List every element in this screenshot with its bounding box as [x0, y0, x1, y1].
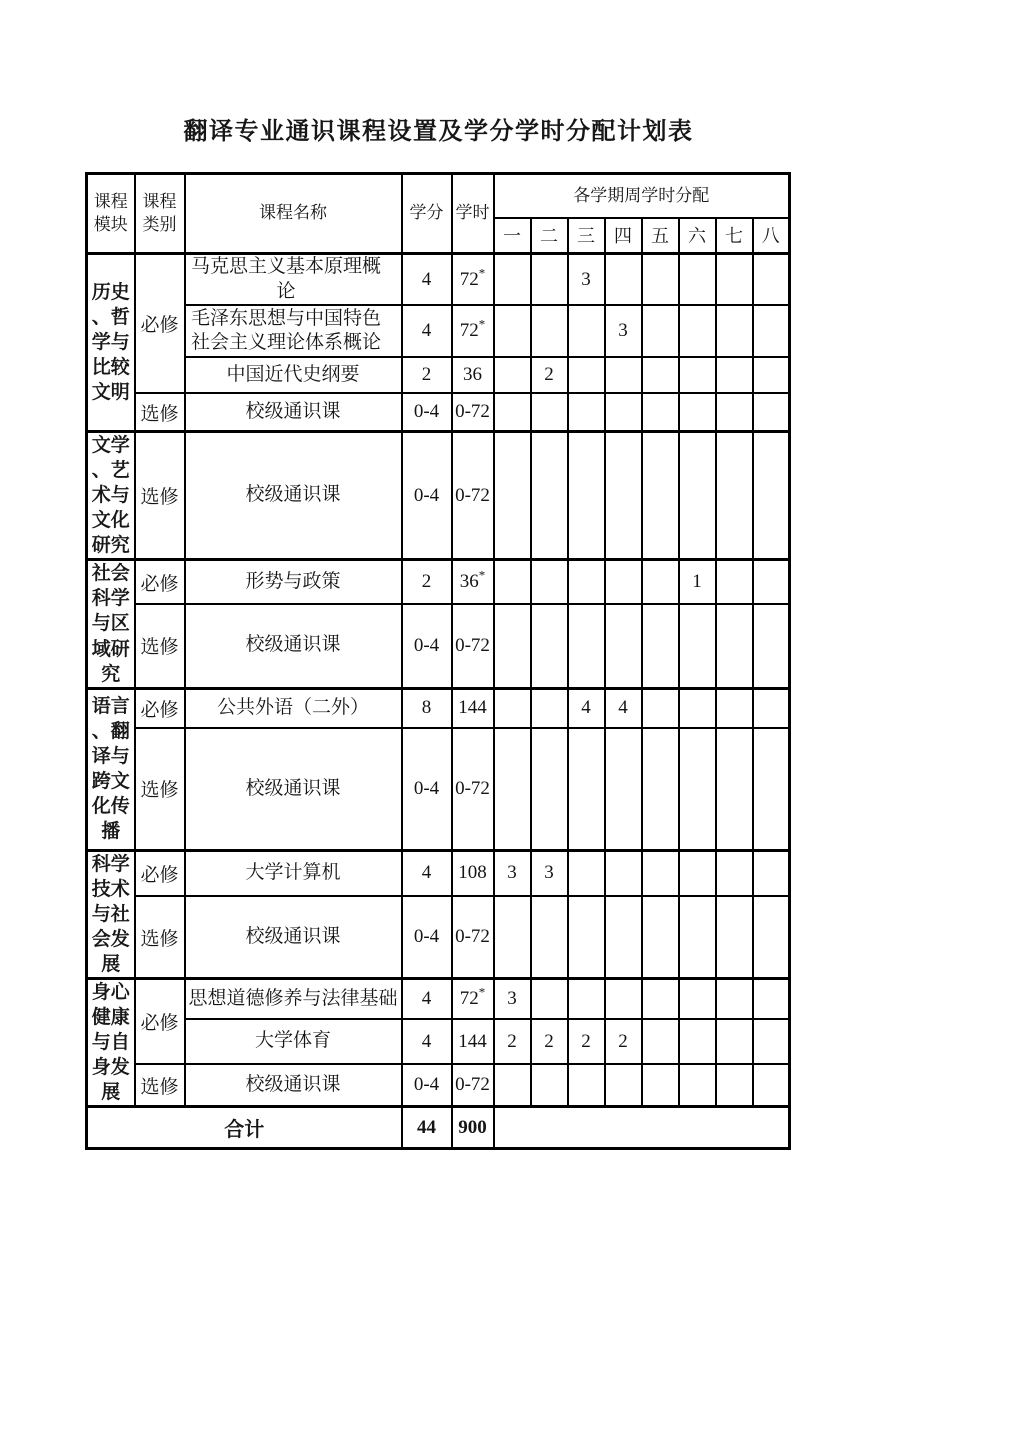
weekly-hours-cell [716, 305, 753, 357]
weekly-hours-cell [605, 896, 642, 978]
course-plan-table [85, 172, 791, 1150]
weekly-hours-cell [679, 1019, 716, 1064]
header-semester-1: 一 [494, 218, 531, 254]
course-name-cell: 大学体育 [185, 1019, 402, 1064]
weekly-hours-cell: 3 [494, 850, 531, 896]
category-cell: 必修 [135, 979, 185, 1065]
weekly-hours-cell [531, 896, 568, 978]
weekly-hours-cell [605, 560, 642, 604]
category-cell: 选修 [135, 393, 185, 431]
weekly-hours-cell [642, 728, 679, 850]
weekly-hours-cell [605, 1064, 642, 1107]
weekly-hours-cell [642, 431, 679, 559]
weekly-hours-cell [753, 1064, 790, 1107]
header-course-name: 课程名称 [185, 174, 402, 254]
hours-value: 72 [459, 320, 479, 342]
course-name-cell: 形势与政策 [185, 560, 402, 604]
weekly-hours-cell [605, 357, 642, 393]
course-name-cell: 校级通识课 [185, 896, 402, 978]
course-name-cell: 思想道德修养与法律基础 [185, 979, 402, 1020]
weekly-hours-cell [679, 896, 716, 978]
weekly-hours-cell [568, 393, 605, 431]
weekly-hours-cell [753, 1019, 790, 1064]
hours-cell [452, 560, 494, 604]
weekly-hours-cell: 3 [531, 850, 568, 896]
hours-value: 36 [459, 571, 479, 593]
credits-cell: 0-4 [402, 896, 452, 978]
module-cell: 社会科学与区域研究 [87, 560, 135, 688]
weekly-hours-cell [642, 896, 679, 978]
course-name-cell: 校级通识课 [185, 431, 402, 559]
table-row [87, 604, 790, 688]
weekly-hours-cell [531, 1064, 568, 1107]
weekly-hours-cell [642, 688, 679, 728]
category-cell: 选修 [135, 728, 185, 850]
weekly-hours-cell [753, 431, 790, 559]
weekly-hours-cell: 3 [494, 979, 531, 1020]
hours-cell [452, 850, 494, 896]
hours-cell [452, 254, 494, 306]
weekly-hours-cell [753, 850, 790, 896]
weekly-hours-cell [753, 254, 790, 306]
hours-asterisk: * [478, 317, 486, 333]
header-semester-4: 四 [605, 218, 642, 254]
weekly-hours-cell [531, 688, 568, 728]
course-name-cell: 校级通识课 [185, 1064, 402, 1107]
table-row [87, 560, 790, 604]
hours-value: 72 [459, 268, 479, 290]
weekly-hours-cell [716, 1019, 753, 1064]
credits-cell: 0-4 [402, 1064, 452, 1107]
header-semester-6: 六 [679, 218, 716, 254]
hours-cell [452, 728, 494, 850]
weekly-hours-cell [642, 850, 679, 896]
weekly-hours-cell [494, 393, 531, 431]
weekly-hours-cell [642, 979, 679, 1020]
header-row-1 [87, 174, 790, 218]
weekly-hours-cell [605, 254, 642, 306]
weekly-hours-cell [494, 431, 531, 559]
weekly-hours-cell [716, 728, 753, 850]
header-semester-5: 五 [642, 218, 679, 254]
weekly-hours-cell [494, 357, 531, 393]
weekly-hours-cell [753, 357, 790, 393]
hours-value: 108 [458, 862, 487, 884]
weekly-hours-cell [716, 357, 753, 393]
table-row [87, 688, 790, 728]
hours-value: 144 [458, 697, 487, 719]
category-cell: 选修 [135, 1064, 185, 1107]
weekly-hours-cell [568, 431, 605, 559]
course-name-cell: 毛泽东思想与中国特色社会主义理论体系概论 [185, 305, 402, 357]
header-module: 课程模块 [87, 174, 135, 254]
header-category: 课程类别 [135, 174, 185, 254]
weekly-hours-cell [679, 604, 716, 688]
course-name-cell: 校级通识课 [185, 728, 402, 850]
weekly-hours-cell [568, 357, 605, 393]
hours-cell [452, 357, 494, 393]
weekly-hours-cell [568, 1064, 605, 1107]
hours-value: 0-72 [455, 926, 490, 948]
weekly-hours-cell [494, 896, 531, 978]
weekly-hours-cell [679, 393, 716, 431]
weekly-hours-cell: 2 [568, 1019, 605, 1064]
weekly-hours-cell [753, 393, 790, 431]
weekly-hours-cell [494, 728, 531, 850]
weekly-hours-cell [642, 1064, 679, 1107]
weekly-hours-cell [642, 393, 679, 431]
weekly-hours-cell [568, 560, 605, 604]
weekly-hours-cell [679, 850, 716, 896]
weekly-hours-cell [494, 604, 531, 688]
weekly-hours-cell [716, 560, 753, 604]
table-row [87, 357, 790, 393]
total-credits-cell: 44 [402, 1107, 452, 1149]
course-name-cell: 校级通识课 [185, 604, 402, 688]
weekly-hours-cell [605, 850, 642, 896]
weekly-hours-cell [679, 688, 716, 728]
weekly-hours-cell [568, 604, 605, 688]
module-cell: 身心健康与自身发展 [87, 979, 135, 1107]
weekly-hours-cell [531, 393, 568, 431]
weekly-hours-cell [605, 728, 642, 850]
header-hours: 学时 [452, 174, 494, 254]
weekly-hours-cell [605, 431, 642, 559]
total-label-cell: 合计 [87, 1107, 402, 1149]
module-cell: 历史、哲学与比较文明 [87, 254, 135, 432]
hours-cell [452, 1019, 494, 1064]
weekly-hours-cell [753, 728, 790, 850]
header-semester-group: 各学期周学时分配 [494, 174, 790, 218]
category-cell: 选修 [135, 431, 185, 559]
module-cell: 语言、翻译与跨文化传播 [87, 688, 135, 850]
credits-cell: 4 [402, 254, 452, 306]
weekly-hours-cell [494, 305, 531, 357]
credits-cell: 0-4 [402, 431, 452, 559]
weekly-hours-cell [716, 254, 753, 306]
weekly-hours-cell [679, 1064, 716, 1107]
weekly-hours-cell [716, 979, 753, 1020]
weekly-hours-cell: 1 [679, 560, 716, 604]
module-cell: 文学、艺术与文化研究 [87, 431, 135, 559]
hours-asterisk: * [478, 265, 486, 281]
weekly-hours-cell [753, 979, 790, 1020]
credits-cell: 4 [402, 850, 452, 896]
weekly-hours-cell [642, 1019, 679, 1064]
weekly-hours-cell: 3 [568, 254, 605, 306]
category-cell: 必修 [135, 560, 185, 604]
weekly-hours-cell [531, 979, 568, 1020]
hours-cell [452, 979, 494, 1020]
weekly-hours-cell [716, 393, 753, 431]
weekly-hours-cell [642, 305, 679, 357]
course-name-cell: 校级通识课 [185, 393, 402, 431]
course-name-cell: 中国近代史纲要 [185, 357, 402, 393]
weekly-hours-cell: 2 [605, 1019, 642, 1064]
weekly-hours-cell [568, 979, 605, 1020]
weekly-hours-cell: 2 [531, 1019, 568, 1064]
weekly-hours-cell [642, 560, 679, 604]
hours-asterisk: * [478, 984, 486, 1000]
hours-cell [452, 1064, 494, 1107]
hours-cell [452, 896, 494, 978]
weekly-hours-cell [716, 1064, 753, 1107]
hours-value: 0-72 [455, 634, 490, 656]
table-row [87, 1019, 790, 1064]
document-sheet [85, 118, 792, 1150]
hours-value: 0-72 [455, 777, 490, 799]
credits-cell: 2 [402, 560, 452, 604]
credits-cell: 0-4 [402, 393, 452, 431]
table-row [87, 1064, 790, 1107]
header-semester-2: 二 [531, 218, 568, 254]
credits-cell: 0-4 [402, 728, 452, 850]
weekly-hours-cell [494, 1064, 531, 1107]
weekly-hours-cell [716, 896, 753, 978]
credits-cell: 4 [402, 1019, 452, 1064]
weekly-hours-cell [494, 688, 531, 728]
header-semester-7: 七 [716, 218, 753, 254]
table-row [87, 393, 790, 431]
course-name-cell: 马克思主义基本原理概论 [185, 254, 402, 306]
weekly-hours-cell [753, 688, 790, 728]
weekly-hours-cell [605, 979, 642, 1020]
hours-cell [452, 604, 494, 688]
weekly-hours-cell [642, 604, 679, 688]
hours-cell [452, 431, 494, 559]
weekly-hours-cell [531, 254, 568, 306]
page-title: 翻译专业通识课程设置及学分学时分配计划表 [183, 118, 694, 145]
weekly-hours-cell [679, 305, 716, 357]
table-row [87, 254, 790, 306]
weekly-hours-cell [494, 254, 531, 306]
table-row [87, 850, 790, 896]
header-credits: 学分 [402, 174, 452, 254]
hours-value: 0-72 [455, 1074, 490, 1096]
weekly-hours-cell [531, 431, 568, 559]
hours-cell [452, 305, 494, 357]
hours-asterisk: * [478, 567, 486, 583]
weekly-hours-cell [716, 850, 753, 896]
credits-cell: 4 [402, 979, 452, 1020]
table-row [87, 305, 790, 357]
table-row [87, 896, 790, 978]
hours-value: 0-72 [455, 401, 490, 423]
hours-cell [452, 393, 494, 431]
weekly-hours-cell [753, 604, 790, 688]
weekly-hours-cell: 4 [568, 688, 605, 728]
weekly-hours-cell [679, 431, 716, 559]
weekly-hours-cell [568, 305, 605, 357]
course-name-cell: 大学计算机 [185, 850, 402, 896]
weekly-hours-cell [716, 688, 753, 728]
hours-cell [452, 688, 494, 728]
hours-value: 36 [463, 364, 482, 386]
credits-cell: 2 [402, 357, 452, 393]
weekly-hours-cell [531, 604, 568, 688]
weekly-hours-cell [679, 728, 716, 850]
table-row [87, 431, 790, 559]
weekly-hours-cell [753, 305, 790, 357]
credits-cell: 0-4 [402, 604, 452, 688]
category-cell: 选修 [135, 896, 185, 978]
hours-value: 72 [459, 988, 479, 1010]
module-cell: 科学技术与社会发展 [87, 850, 135, 978]
weekly-hours-cell [531, 728, 568, 850]
total-row [87, 1107, 790, 1149]
weekly-hours-cell [679, 254, 716, 306]
weekly-hours-cell [753, 896, 790, 978]
weekly-hours-cell [679, 357, 716, 393]
header-semester-3: 三 [568, 218, 605, 254]
course-name-cell: 公共外语（二外） [185, 688, 402, 728]
weekly-hours-cell [642, 357, 679, 393]
total-empty-cell [494, 1107, 790, 1149]
hours-value: 0-72 [455, 484, 490, 506]
weekly-hours-cell [753, 560, 790, 604]
weekly-hours-cell [605, 604, 642, 688]
credits-cell: 4 [402, 305, 452, 357]
weekly-hours-cell [531, 305, 568, 357]
hours-value: 144 [458, 1030, 487, 1052]
weekly-hours-cell [716, 431, 753, 559]
weekly-hours-cell [531, 560, 568, 604]
weekly-hours-cell: 3 [605, 305, 642, 357]
weekly-hours-cell [494, 560, 531, 604]
weekly-hours-cell: 2 [531, 357, 568, 393]
weekly-hours-cell: 2 [494, 1019, 531, 1064]
category-cell: 选修 [135, 604, 185, 688]
weekly-hours-cell: 4 [605, 688, 642, 728]
category-cell: 必修 [135, 254, 185, 394]
category-cell: 必修 [135, 688, 185, 728]
category-cell: 必修 [135, 850, 185, 896]
weekly-hours-cell [716, 604, 753, 688]
weekly-hours-cell [568, 896, 605, 978]
table-row [87, 728, 790, 850]
weekly-hours-cell [605, 393, 642, 431]
table-row [87, 979, 790, 1020]
weekly-hours-cell [568, 850, 605, 896]
weekly-hours-cell [568, 728, 605, 850]
total-hours-cell: 900 [452, 1107, 494, 1149]
weekly-hours-cell [642, 254, 679, 306]
credits-cell: 8 [402, 688, 452, 728]
header-semester-8: 八 [753, 218, 790, 254]
weekly-hours-cell [679, 979, 716, 1020]
